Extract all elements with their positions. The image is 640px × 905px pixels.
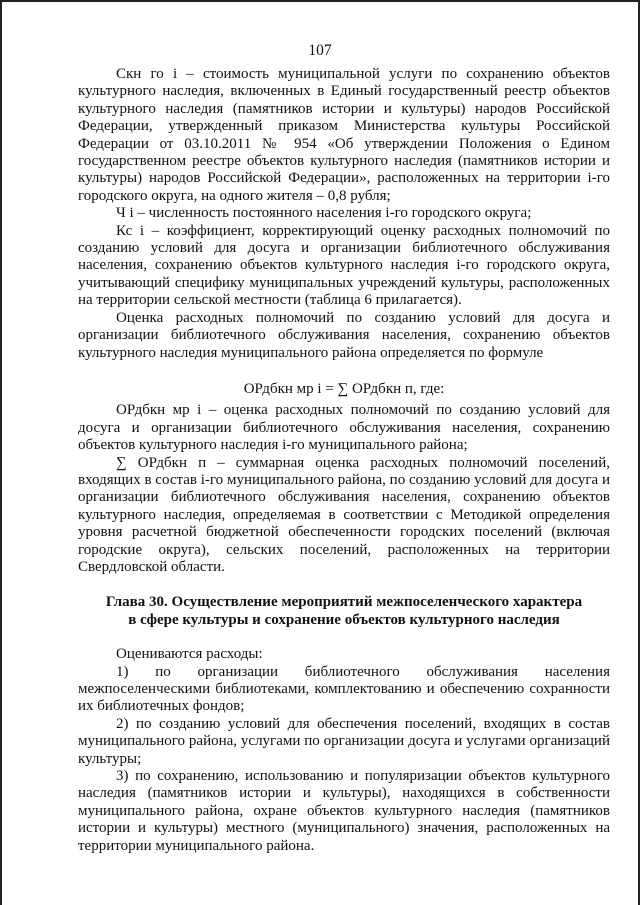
paragraph-assessment: Оценка расходных полномочий по созданию условий для досуга и организации библиотечного обслуживания населения, сохранению объектов культурного наследия муниципального района определяется по формуле bbox=[78, 309, 610, 361]
definition-ordbkn-mr: ОРдбкн мр i – оценка расходных полномочий по созданию условий для досуга и организации библиотечного обслуживания населения, сохранению объектов культурного наследия i-го муниципального района; bbox=[78, 402, 610, 454]
chapter-heading bbox=[78, 594, 610, 629]
page-number: 107 bbox=[308, 42, 332, 59]
paragraph-skn: Скн го i – стоимость муниципальной услуги по сохранению объектов культурного наследия, включенных в Единый государственный реестр объектов культурного наследия (памятников истории и культуры) народов Российской Федерации, утвержденный приказом Министерства культуры Российской Федерации от 03.10.2011 № 954 «Об утверждении Положения о Едином государственном реестре объектов культурного наследия (памятников истории и культуры) народов Российской Федерации», расположенных на территории i-го городского округа, на одного жителя – 0,8 рубля; bbox=[78, 66, 610, 204]
list-item-2: 2) по созданию условий для обеспечения поселений, входящих в состав муниципального района, услугами по организации досуга и услугами организаций культуры; bbox=[78, 715, 610, 767]
definition-sum-ordbkn-p: ∑ ОРдбкн п – суммарная оценка расходных полномочий поселений, входящих в состав i-го муниципального района, по созданию условий для досуга и организации библиотечного обслуживания населения, сохранению объектов культурного наследия, определяемая в соответствии с Методикой определения уровня расчетной бюджетной обеспеченности городских поселений (включая городские округа), сельских поселений, расположенных на территории Свердловской области. bbox=[78, 454, 610, 575]
list-intro: Оцениваются расходы: bbox=[116, 646, 263, 663]
paragraph-ks: Кс i – коэффициент, корректирующий оценку расходных полномочий по созданию условий для досуга и организации библиотечного обслуживания населения, сохранению объектов культурного наследия i-го городского округа, учитывающий специфику муниципальных учреждений культуры, расположенных на территории сельской местности (таблица 6 прилагается). bbox=[78, 222, 610, 309]
chapter-heading-line2: в сфере культуры и сохранение объектов культурного наследия bbox=[128, 611, 560, 628]
document-body bbox=[78, 66, 610, 855]
list-item-1: 1) по организации библиотечного обслуживания населения межпоселенческими библиотеками, комплектованию и обеспечению сохранности их библиотечных фондов; bbox=[78, 663, 610, 715]
paragraph-ch: Ч i – численность постоянного населения i-го городского округа; bbox=[116, 205, 532, 222]
list-item-3: 3) по сохранению, использованию и популяризации объектов культурного наследия (памятников истории и культуры), находящихся в собственности муниципального района, охране объектов культурного наследия (памятников истории и культуры) местного (муниципального) значения, расположенных на территории муниципального района. bbox=[78, 768, 610, 854]
chapter-heading-line1: Глава 30. Осуществление мероприятий межпоселенческого характера bbox=[105, 594, 583, 611]
formula: ОРдбкн мр i = ∑ ОРдбкн п, где: bbox=[243, 380, 445, 397]
